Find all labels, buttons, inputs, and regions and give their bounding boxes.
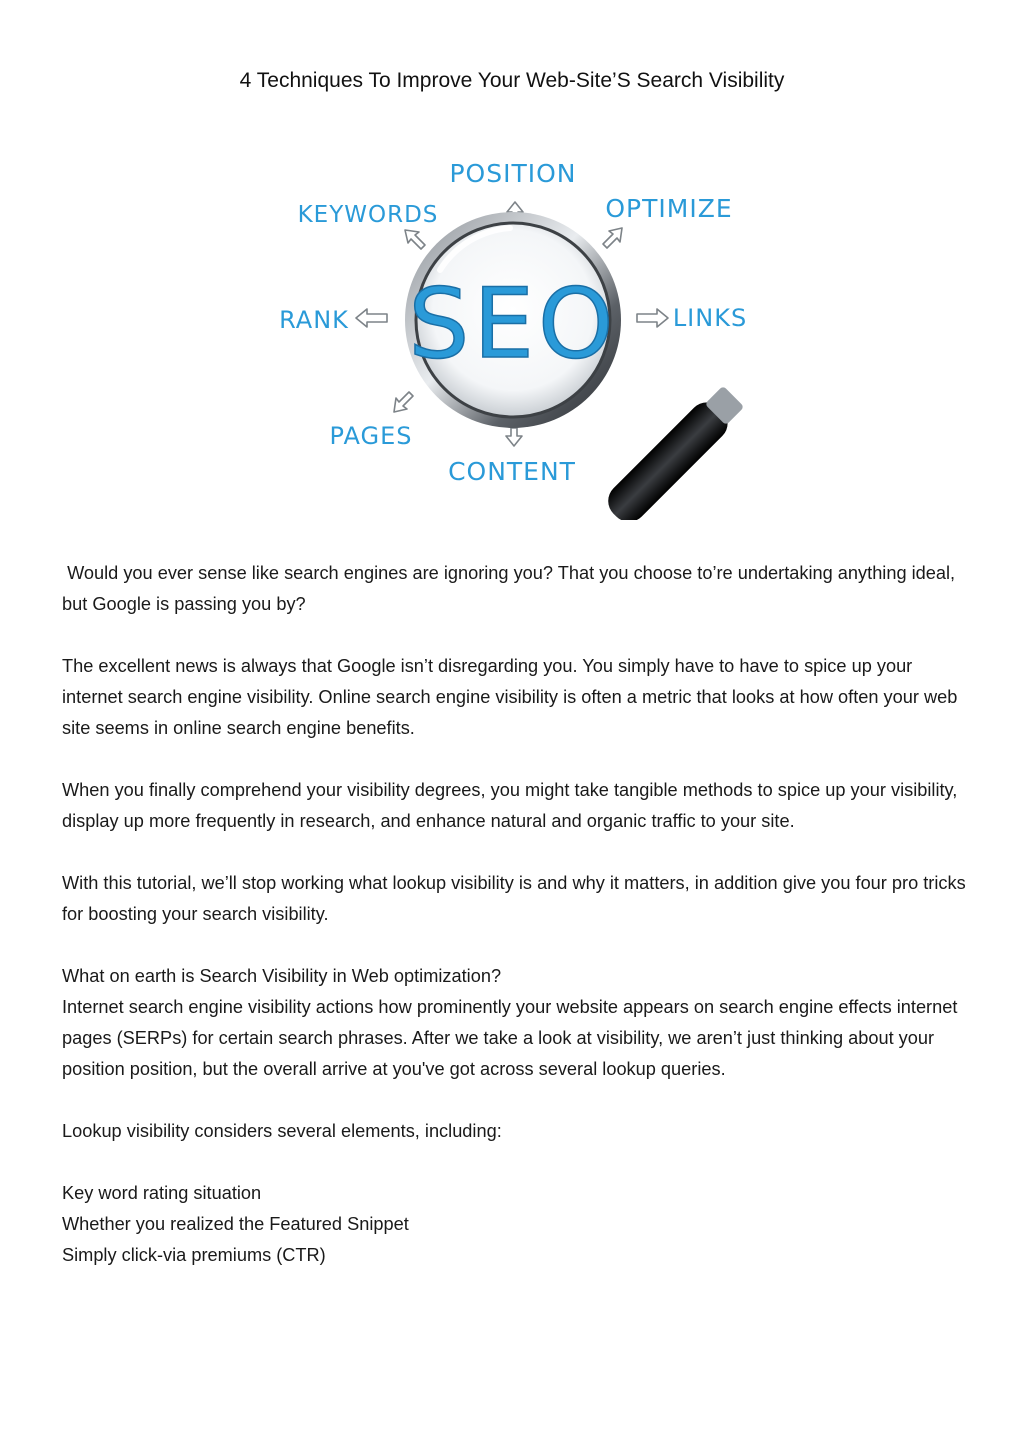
label-keywords: KEYWORDS: [297, 202, 439, 228]
list-item: Key word rating situation: [62, 1183, 262, 1203]
label-content: CONTENT: [448, 457, 576, 486]
label-links: LINKS: [672, 304, 748, 332]
factors-intro: Lookup visibility considers several elements, including:: [62, 1121, 502, 1141]
section: [62, 961, 967, 1085]
paragraph: The excellent news is always that Google isn’t disregarding you. You simply have to have to spice up your internet search engine visibility. Online search engine visibility is often a metric that looks at how often your web site seems in online search engine benefits.: [62, 656, 958, 738]
article-body: [62, 558, 967, 1271]
label-pages: PAGES: [329, 422, 413, 450]
paragraph: With this tutorial, we’ll stop working what lookup visibility is and why it matters, in addition give you four pro tricks for boosting your search visibility.: [62, 873, 966, 924]
list-item: Whether you realized the Featured Snippet: [62, 1214, 409, 1234]
seo-illustration: [270, 150, 760, 520]
label-position: POSITION: [449, 159, 577, 188]
factors-list: [62, 1178, 967, 1271]
page-title: 4 Techniques To Improve Your Web-Site’S Search Visibility: [239, 69, 785, 92]
section-heading: What on earth is Search Visibility in Web optimization?: [62, 966, 502, 986]
paragraph: Would you ever sense like search engines are ignoring you? That you choose to’re undertaking anything ideal, but Google is passing you by?: [62, 563, 961, 614]
label-optimize: OPTIMIZE: [605, 194, 733, 223]
section-body: Internet search engine visibility actions how prominently your website appears on search engine effects internet pages (SERPs) for certain search phrases. After we take a look at visibility, we aren’t just thinking about your position position, but the overall arrive at you've got across several lookup queries.: [62, 997, 958, 1079]
seo-center-text: SEO: [408, 268, 618, 380]
label-rank: RANK: [279, 306, 349, 334]
list-item: Simply click-via premiums (CTR): [62, 1245, 326, 1265]
paragraph: When you finally comprehend your visibility degrees, you might take tangible methods to spice up your visibility, display up more frequently in research, and enhance natural and organic traffic to your site.: [62, 780, 958, 831]
